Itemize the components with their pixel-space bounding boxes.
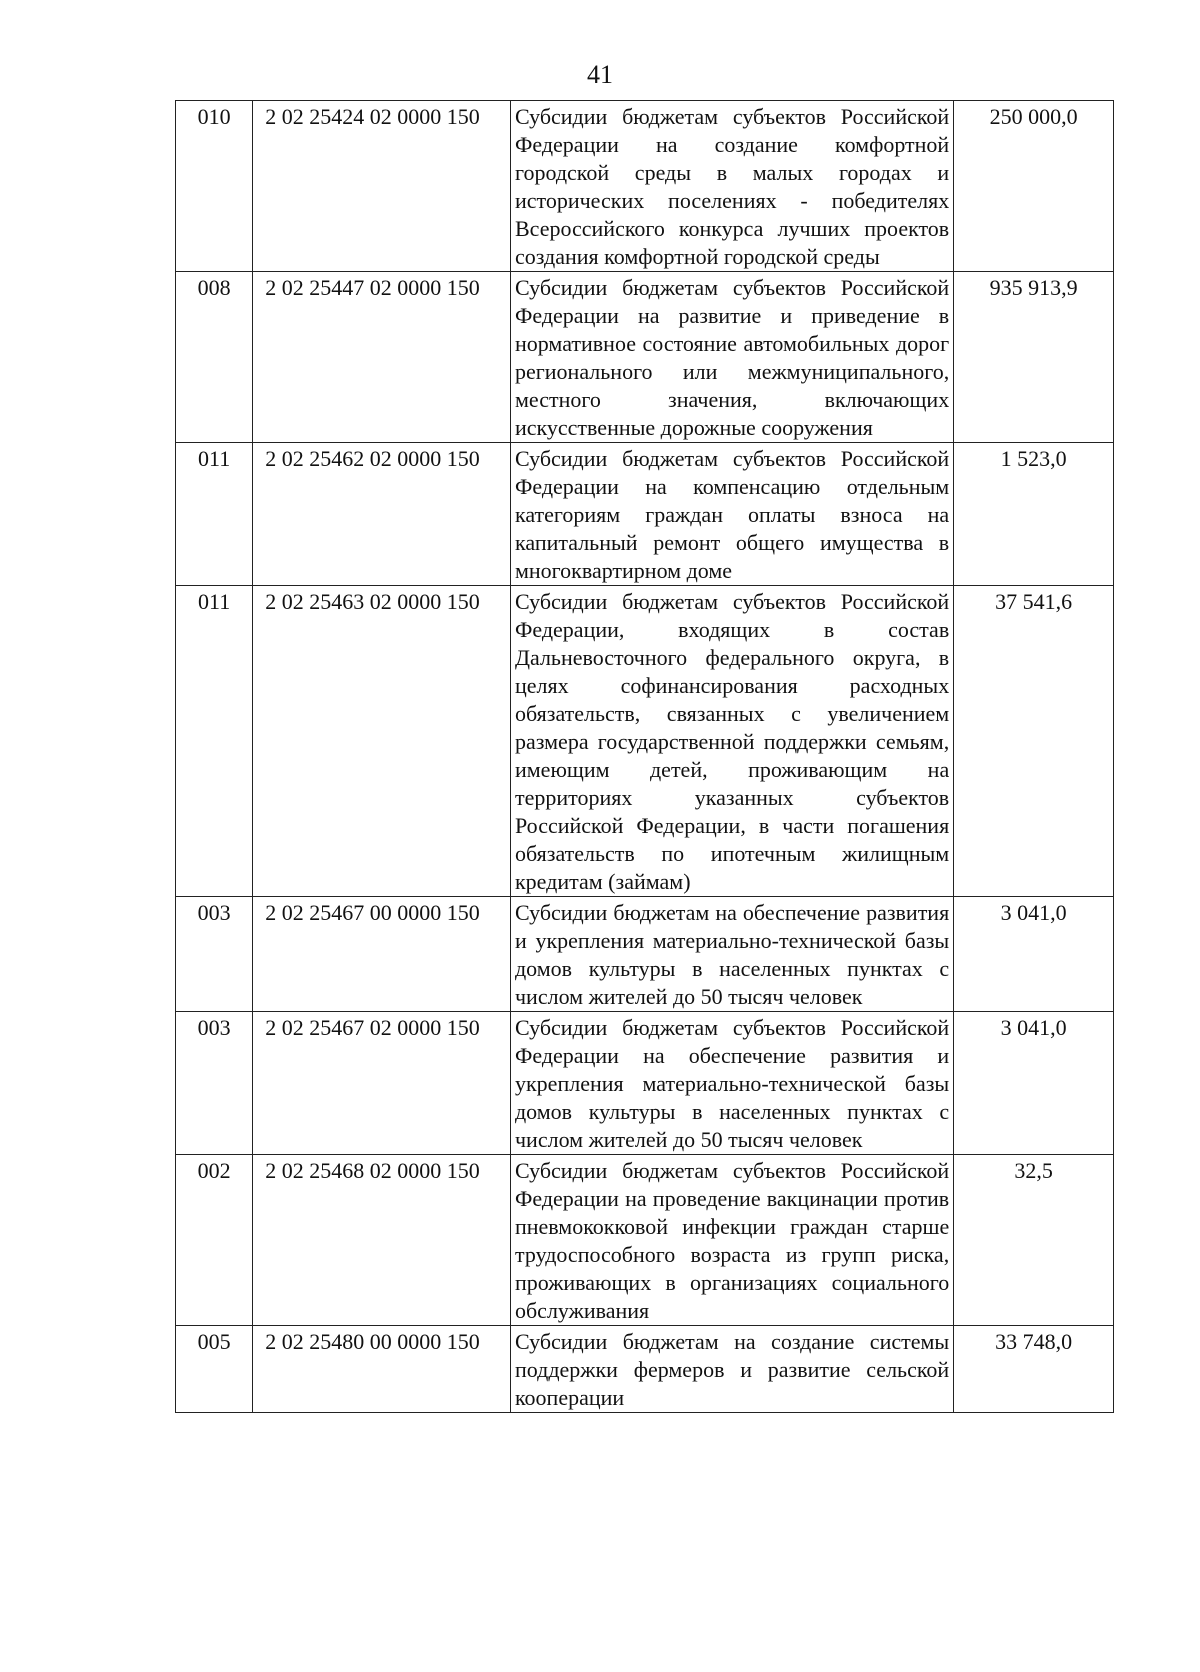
admin-code-cell: 011	[176, 443, 253, 586]
amount-cell: 3 041,0	[954, 897, 1114, 1012]
budget-code-cell: 2 02 25467 02 0000 150	[253, 1012, 511, 1155]
admin-code-cell: 008	[176, 272, 253, 443]
admin-code-cell: 003	[176, 1012, 253, 1155]
admin-code-cell: 010	[176, 101, 253, 272]
budget-table	[175, 100, 1114, 1413]
table-row	[176, 272, 1114, 443]
page-number: 41	[587, 60, 613, 89]
income-name-cell: Субсидии бюджетам субъектов Российской Федерации на создание комфортной городской среды в малых городах и исторических поселениях - победителях Всероссийского конкурса лучших проектов создания комфортной городской среды	[510, 101, 953, 272]
admin-code-cell: 011	[176, 586, 253, 897]
table-row	[176, 101, 1114, 272]
budget-table-body	[176, 101, 1114, 1413]
budget-code-cell: 2 02 25447 02 0000 150	[253, 272, 511, 443]
table-row	[176, 1155, 1114, 1326]
income-name-cell: Субсидии бюджетам на создание системы поддержки фермеров и развитие сельской кооперации	[510, 1326, 953, 1413]
budget-code-cell: 2 02 25462 02 0000 150	[253, 443, 511, 586]
budget-code-cell: 2 02 25463 02 0000 150	[253, 586, 511, 897]
amount-cell: 250 000,0	[954, 101, 1114, 272]
budget-code-cell: 2 02 25480 00 0000 150	[253, 1326, 511, 1413]
table-row	[176, 1326, 1114, 1413]
table-row	[176, 897, 1114, 1012]
table-row	[176, 1012, 1114, 1155]
income-name-cell: Субсидии бюджетам субъектов Российской Федерации на развитие и приведение в нормативное состояние автомобильных дорог регионального или межмуниципального, местного значения, включающих искусственные дорожные сооружения	[510, 272, 953, 443]
income-name-cell: Субсидии бюджетам на обеспечение развития и укрепления материально-технической базы домов культуры в населенных пунктах с числом жителей до 50 тысяч человек	[510, 897, 953, 1012]
admin-code-cell: 003	[176, 897, 253, 1012]
amount-cell: 3 041,0	[954, 1012, 1114, 1155]
table-row	[176, 443, 1114, 586]
table-row	[176, 586, 1114, 897]
budget-code-cell: 2 02 25424 02 0000 150	[253, 101, 511, 272]
income-name-cell: Субсидии бюджетам субъектов Российской Федерации на обеспечение развития и укрепления материально-технической базы домов культуры в населенных пунктах с числом жителей до 50 тысяч человек	[510, 1012, 953, 1155]
admin-code-cell: 005	[176, 1326, 253, 1413]
income-name-cell: Субсидии бюджетам субъектов Российской Федерации на компенсацию отдельным категориям граждан оплаты взноса на капитальный ремонт общего имущества в многоквартирном доме	[510, 443, 953, 586]
amount-cell: 32,5	[954, 1155, 1114, 1326]
income-name-cell: Субсидии бюджетам субъектов Российской Федерации, входящих в состав Дальневосточного федерального округа, в целях софинансирования расходных обязательств, связанных с увеличением размера государственной поддержки семьям, имеющим детей, проживающим на территориях указанных субъектов Российской Федерации, в части погашения обязательств по ипотечным жилищным кредитам (займам)	[510, 586, 953, 897]
budget-code-cell: 2 02 25467 00 0000 150	[253, 897, 511, 1012]
budget-code-cell: 2 02 25468 02 0000 150	[253, 1155, 511, 1326]
income-name-cell: Субсидии бюджетам субъектов Российской Федерации на проведение вакцинации против пневмококковой инфекции граждан старше трудоспособного возраста из групп риска, проживающих в организациях социального обслуживания	[510, 1155, 953, 1326]
amount-cell: 33 748,0	[954, 1326, 1114, 1413]
amount-cell: 1 523,0	[954, 443, 1114, 586]
admin-code-cell: 002	[176, 1155, 253, 1326]
amount-cell: 37 541,6	[954, 586, 1114, 897]
amount-cell: 935 913,9	[954, 272, 1114, 443]
